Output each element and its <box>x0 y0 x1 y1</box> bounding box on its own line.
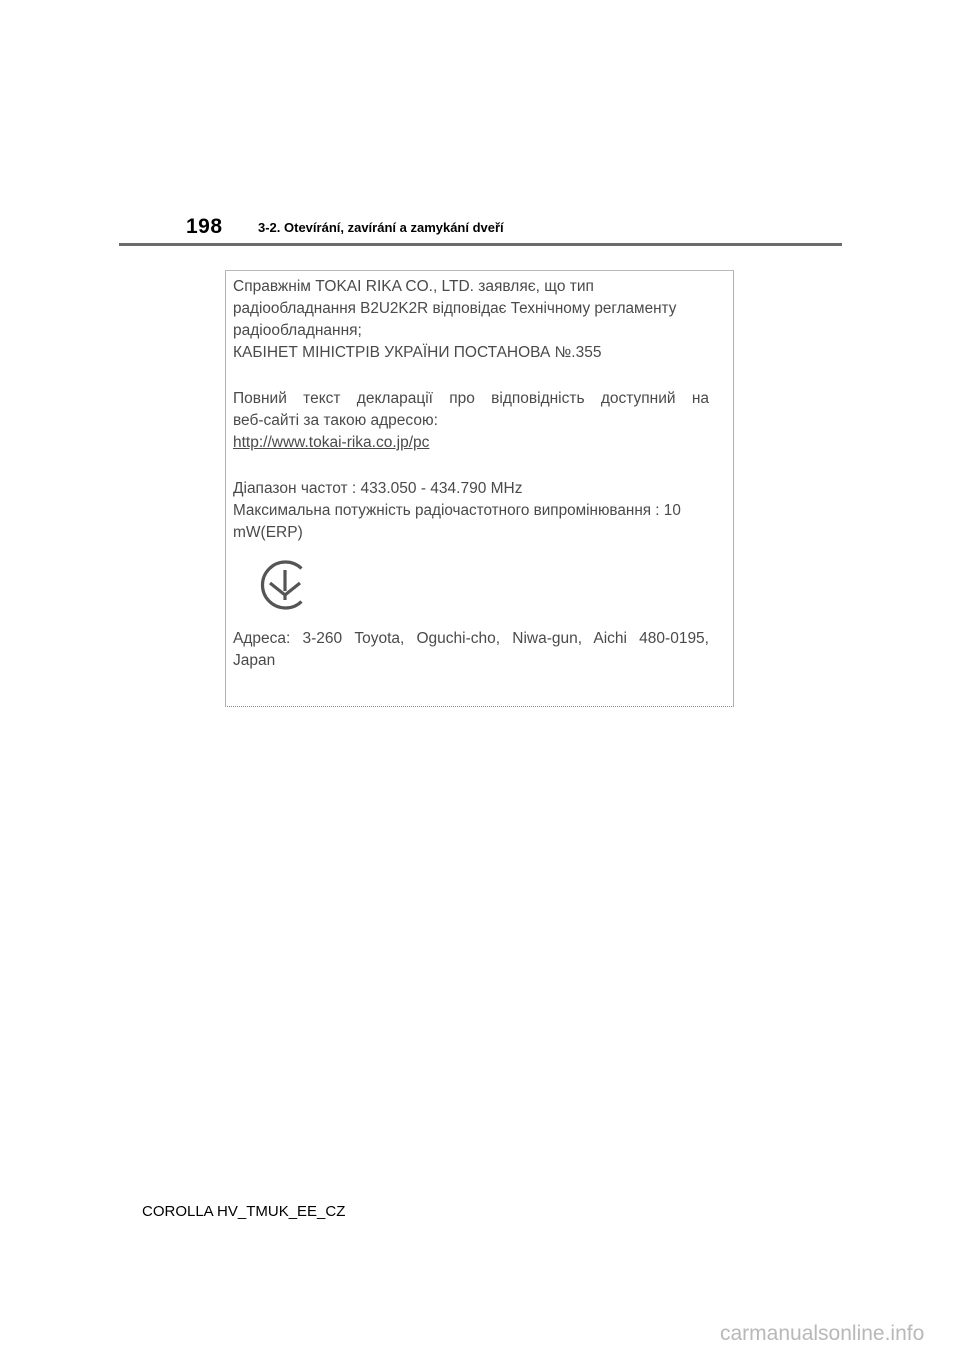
section-title: 3-2. Otevírání, zavírání a zamykání dveří <box>258 220 504 235</box>
page-number: 198 <box>186 215 223 238</box>
declaration-url-paragraph <box>233 431 709 455</box>
fulltext-line-2: веб-сайті за такою адресою: <box>233 412 438 429</box>
declaration-line-2: радіообладнання B2U2K2R відповідає Технічному регламенту <box>233 300 677 317</box>
address-line-2: Japan <box>233 652 276 669</box>
declaration-url-link[interactable]: http://www.tokai-rika.co.jp/pc <box>233 434 430 451</box>
max-power-line-1: Максимальна потужність радіочастотного випромінювання : 10 <box>233 502 681 519</box>
declaration-line-3: радіообладнання; <box>233 322 362 339</box>
frequency-range: Діапазон частот : 433.050 - 434.790 MHz <box>233 480 523 497</box>
model-code: COROLLA HV_TMUK_EE_CZ <box>142 1203 346 1220</box>
watermark: carmanualsonline.info <box>720 1322 925 1345</box>
ukrainian-conformity-mark-icon <box>257 557 313 613</box>
fulltext-line-1: Повний текст декларації про відповідність доступний на <box>233 390 709 407</box>
declaration-line-4: КАБІНЕТ МІНІСТРІВ УКРАЇНИ ПОСТАНОВА №.355 <box>233 344 602 361</box>
max-power-line-2: mW(ERP) <box>233 524 303 541</box>
address-line-1: Адреса: 3-260 Toyota, Oguchi-cho, Niwa-gun, Aichi 480-0195, <box>233 630 709 647</box>
header-divider <box>119 243 842 246</box>
declaration-line-1: Справжнім TOKAI RIKA CO., LTD. заявляє, що тип <box>233 278 594 295</box>
